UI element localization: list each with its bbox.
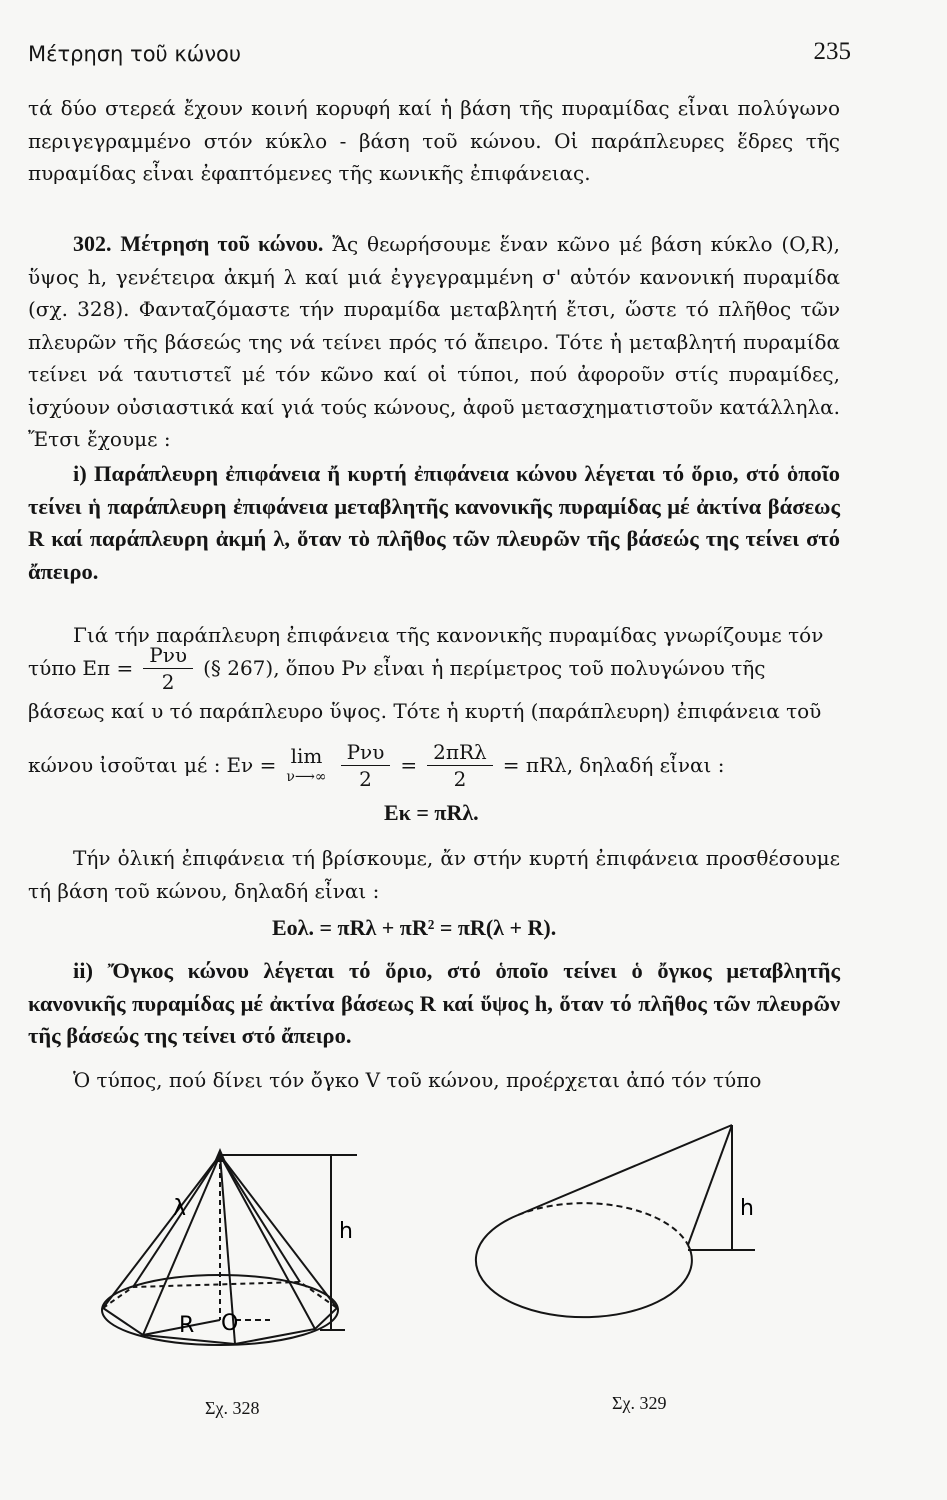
definition-volume: ii) Ὄγκος κώνου λέγεται τό ὅριο, στό ὁποῖο τείνει ὁ ὄγκος μεταβλητῆς κανονικῆς πυραμίδας μέ ἀκτίνα βάσεως R καί ὕψος h, ὅταν τό πλῆθος τῶν πλευρῶν τῆς βάσεώς της τείνει στό ἄπειρο. <box>28 958 840 1048</box>
fraction-numerator: 2πRλ <box>427 739 493 766</box>
label-h: h <box>339 1219 353 1244</box>
equals-sign: = <box>400 753 418 777</box>
oblique-base-back <box>518 1203 688 1245</box>
lateral-intro-line: Γιά τήν παράπλευρη ἐπιφάνεια τῆς κανονικῆς πυραμίδας γνωρίζουμε τόν <box>73 623 824 647</box>
fraction-pv-over-2-b <box>341 739 391 792</box>
pyramid-edge-2 <box>143 1155 220 1335</box>
tupo-word: τύπο <box>28 656 77 680</box>
section-heading: Μέτρηση τοῦ κώνου. <box>120 231 324 256</box>
label-h-329: h <box>740 1196 754 1221</box>
line4-end: δηλαδή εἶναι : <box>579 753 725 777</box>
oblique-generator-right <box>688 1125 732 1245</box>
lateral-line3: βάσεως καί υ τό παράπλευρο ὕψος. Τότε ἡ κυρτή (παράπλευρη) ἐπιφάνεια τοῦ <box>28 699 822 723</box>
section-body: Ἄς θεωρήσουμε ἕναν κῶνο μέ βάση κύκλο (O,R), ὕψος h, γενέτειρα ἀκμή λ καί μιά ἐγγεγραμμένη σ' αὐτόν κανονική πυραμίδα (σχ. 328). Φανταζόμαστε τήν πυραμίδα μεταβλητή ἔτσι, ὥστε τό πλῆθος τῶν πλευρῶν τῆς βάσεώς της νά τείνει πρός τό ἄπειρο. Τότε ἡ μεταβλητή πυραμίδα τείνει νά ταυτιστεῖ μέ τόν κῶνο καί οἱ τύποι, πού ἀφοροῦν στίς πυραμίδες, ἰσχύουν οὐσιαστικά καί γιά τούς κώνους, ἀφοῦ μετασχηματιστοῦν κατάλληλα. Ἔτσι ἔχουμε : <box>28 232 841 451</box>
pyramid-edge-4 <box>220 1155 315 1329</box>
ep-lhs: Eπ = <box>82 656 134 680</box>
figure-329-oblique-cone <box>470 1115 770 1365</box>
section-number: 302. <box>73 231 112 256</box>
pyramid-edge-5 <box>220 1155 300 1282</box>
line4-start: κώνου ἰσοῦται μέ : <box>28 753 221 777</box>
pyramid-edge-1 <box>133 1155 220 1287</box>
cone-generator-right <box>220 1155 337 1308</box>
oblique-cone-outline <box>476 1125 755 1317</box>
fraction-pv-over-2 <box>143 642 193 695</box>
volume-intro-line: Ὁ τύπος, πού δίνει τόν ὄγκο V τοῦ κώνου, προέρχεται ἀπό τόν τύπο <box>73 1068 762 1092</box>
lim-subscript: ν⟶∞ <box>286 769 327 785</box>
fraction-2piRl-over-2 <box>427 739 493 792</box>
label-O: O <box>221 1311 239 1336</box>
limit-result: = πRλ, <box>502 753 574 777</box>
definition-lateral-surface: i) Παράπλευρη ἐπιφάνεια ἤ κυρτή ἐπιφάνεια κώνου λέγεται τό ὅριο, στό ὁποῖο τείνει ἡ παράπλευρη ἐπιφάνεια μεταβλητῆς κανονικῆς πυραμίδας μέ ἀκτίνα βάσεως R καί παράπλευρη ἀκμή λ, ὅταν τὸ πλῆθος τῶν πλευρῶν τῆς βάσεώς της τείνει στό ἄπειρο. <box>28 461 840 584</box>
limit-operator <box>286 744 326 786</box>
formula-total-surface: Eολ. = πRλ + πR² = πR(λ + R). <box>272 915 557 940</box>
fraction-denominator: 2 <box>453 766 467 791</box>
caption-fig-328: Σχ. 328 <box>205 1398 260 1418</box>
pyramid-formula-line <box>28 640 840 696</box>
running-header: Μέτρηση τοῦ κώνου <box>28 42 242 66</box>
limit-formula-line <box>28 732 840 798</box>
perimeter-explanation: ὅπου Pν εἶναι ἡ περίμετρος τοῦ πολυγώνου τῆς <box>285 656 766 680</box>
oblique-generator-left <box>518 1125 732 1215</box>
page-number: 235 <box>813 38 851 65</box>
lim-word: lim <box>290 744 323 768</box>
section-302-paragraph <box>28 228 840 456</box>
ev-lhs: Eν = <box>226 753 277 777</box>
caption-fig-329: Σχ. 329 <box>612 1393 667 1413</box>
cone-generator-left <box>103 1155 220 1308</box>
fraction-numerator: Pνυ <box>341 739 391 766</box>
oblique-base-front <box>476 1215 692 1317</box>
formula-lateral-surface: Eκ = πRλ. <box>384 800 479 825</box>
label-lambda: λ <box>173 1196 187 1221</box>
fraction-denominator: 2 <box>359 766 372 791</box>
fraction-denominator: 2 <box>161 669 175 694</box>
pyramid-base-front <box>103 1308 337 1344</box>
label-R: R <box>179 1313 195 1338</box>
figure-328-cone-pyramid <box>95 1130 375 1360</box>
total-surface-paragraph: Τήν ὁλική ἐπιφάνεια τή βρίσκουμε, ἄν στήν κυρτή ἐπιφάνεια προσθέσουμε τή βάση τοῦ κώνου, δηλαδή εἶναι : <box>28 846 840 903</box>
intro-paragraph: τά δύο στερεά ἔχουν κοινή κορυφή καί ἡ βάση τῆς πυραμίδας εἶναι πολύγωνο περιγεγραμμένο στόν κύκλο - βάση τοῦ κώνου. Οἱ παράπλευρες ἕδρες τῆς πυραμίδας εἶναι ἐφαπτόμενες τῆς κωνικῆς ἐπιφάνειας. <box>28 96 840 185</box>
fraction-numerator: Pνυ <box>143 642 193 669</box>
section-reference: (§ 267), <box>203 656 280 680</box>
